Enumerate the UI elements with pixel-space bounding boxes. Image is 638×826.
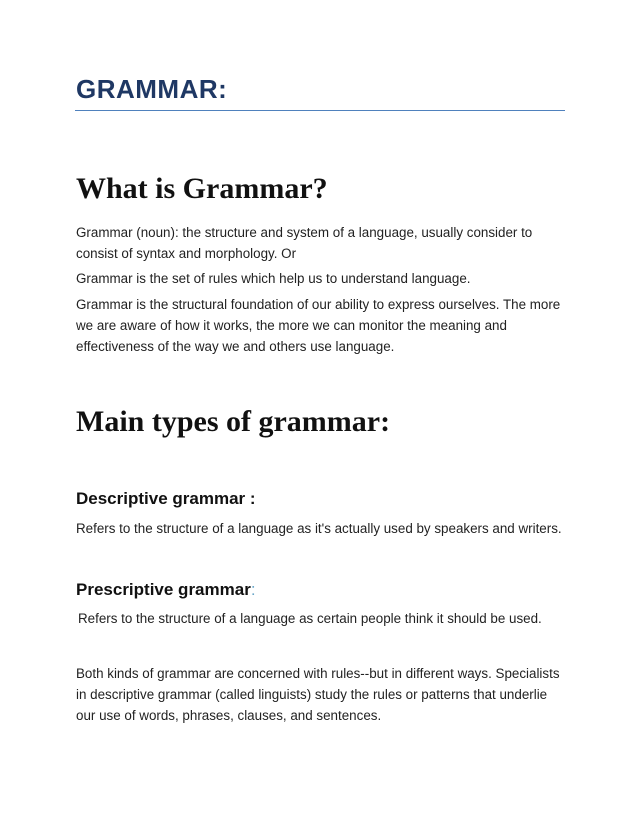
paragraph-foundation: Grammar is the structural foundation of our ability to express ourselves. The more we are aware of how it works, the more we can monitor the meaning and effectiveness of the way we and others use language. — [76, 297, 561, 354]
paragraph-prescriptive: Refers to the structure of a language as certain people think it should be used. — [78, 611, 542, 626]
document-title: GRAMMAR: — [76, 74, 228, 104]
paragraph-closing: Both kinds of grammar are concerned with rules--but in different ways. Specialists in descriptive grammar (called linguists) study the rules or patterns that underlie our use of words, phrases, clauses, and sentences. — [76, 666, 560, 723]
subheading-prescriptive-text: Prescriptive grammar — [76, 580, 251, 599]
paragraph-definition: Grammar (noun): the structure and system of a language, usually consider to consist of syntax and morphology. Or — [76, 225, 533, 261]
heading-what-is-grammar: What is Grammar? — [76, 172, 328, 205]
paragraph-descriptive: Refers to the structure of a language as it's actually used by speakers and writers. — [76, 521, 562, 536]
paragraph-rules: Grammar is the set of rules which help us to understand language. — [76, 271, 471, 286]
heading-main-types: Main types of grammar: — [76, 405, 391, 438]
subheading-descriptive-grammar: Descriptive grammar : — [76, 489, 256, 508]
subheading-prescriptive-grammar — [76, 580, 256, 600]
title-underline-rule — [75, 110, 565, 111]
subheading-prescriptive-colon: : — [250, 580, 256, 599]
